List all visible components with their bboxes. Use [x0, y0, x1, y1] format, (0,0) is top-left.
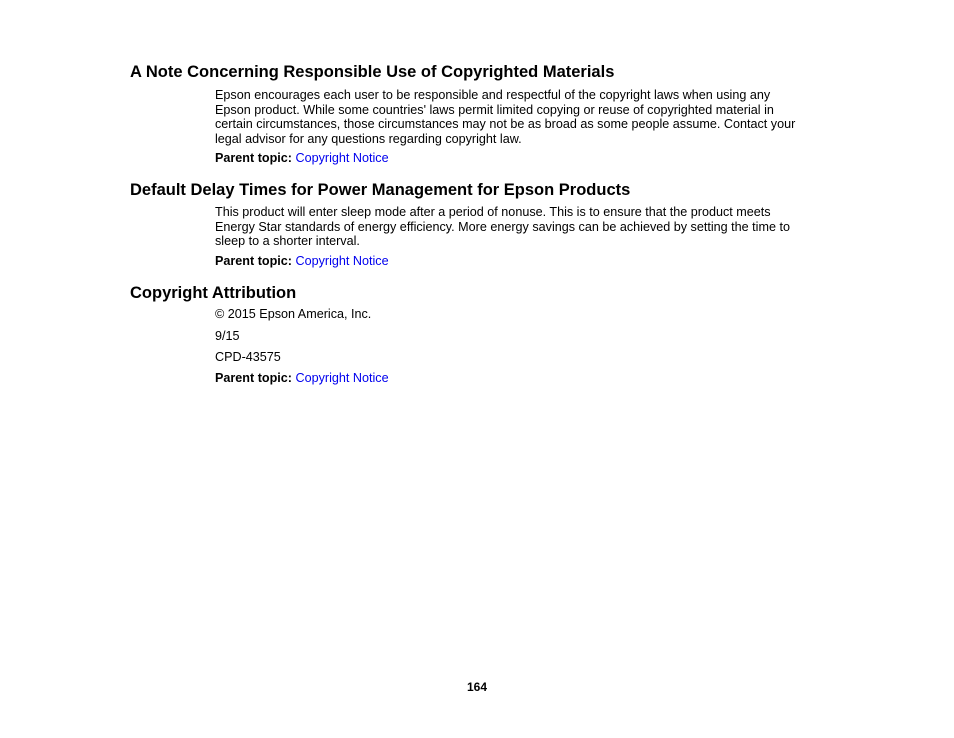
parent-topic-label: Parent topic: — [215, 371, 292, 385]
copyright-notice-link[interactable]: Copyright Notice — [295, 254, 389, 268]
body-line: Epson product. While some countries' laws permit limited copying or reuse of copyrighted material in — [215, 102, 774, 117]
parent-topic — [215, 254, 389, 269]
section-heading: Copyright Attribution — [130, 284, 297, 302]
parent-topic-label: Parent topic: — [215, 254, 292, 268]
page-number: 164 — [466, 680, 488, 694]
part-number-line: CPD-43575 — [215, 350, 281, 364]
parent-topic — [215, 371, 389, 386]
body-line: sleep to a shorter interval. — [215, 234, 360, 249]
section-body — [215, 205, 830, 249]
body-line: certain circumstances, those circumstances may not be as broad as some people assume. Contact your — [215, 117, 796, 132]
copyright-line: © 2015 Epson America, Inc. — [215, 307, 372, 321]
section-heading: Default Delay Times for Power Management for Epson Products — [130, 181, 631, 199]
body-line: Energy Star standards of energy efficiency. More energy savings can be achieved by setting the time to — [215, 219, 790, 234]
body-line: legal advisor for any questions regarding copyright law. — [215, 132, 522, 147]
parent-topic-label: Parent topic: — [215, 151, 292, 165]
copyright-notice-link[interactable]: Copyright Notice — [295, 151, 389, 165]
copyright-notice-link[interactable]: Copyright Notice — [295, 371, 389, 385]
section-heading: A Note Concerning Responsible Use of Copyrighted Materials — [130, 63, 615, 81]
body-line: This product will enter sleep mode after a period of nonuse. This is to ensure that the product meets — [215, 205, 771, 219]
date-line: 9/15 — [215, 329, 240, 343]
section-body — [215, 88, 830, 147]
body-line: Epson encourages each user to be responsible and respectful of the copyright laws when using any — [215, 88, 771, 102]
parent-topic — [215, 151, 389, 166]
